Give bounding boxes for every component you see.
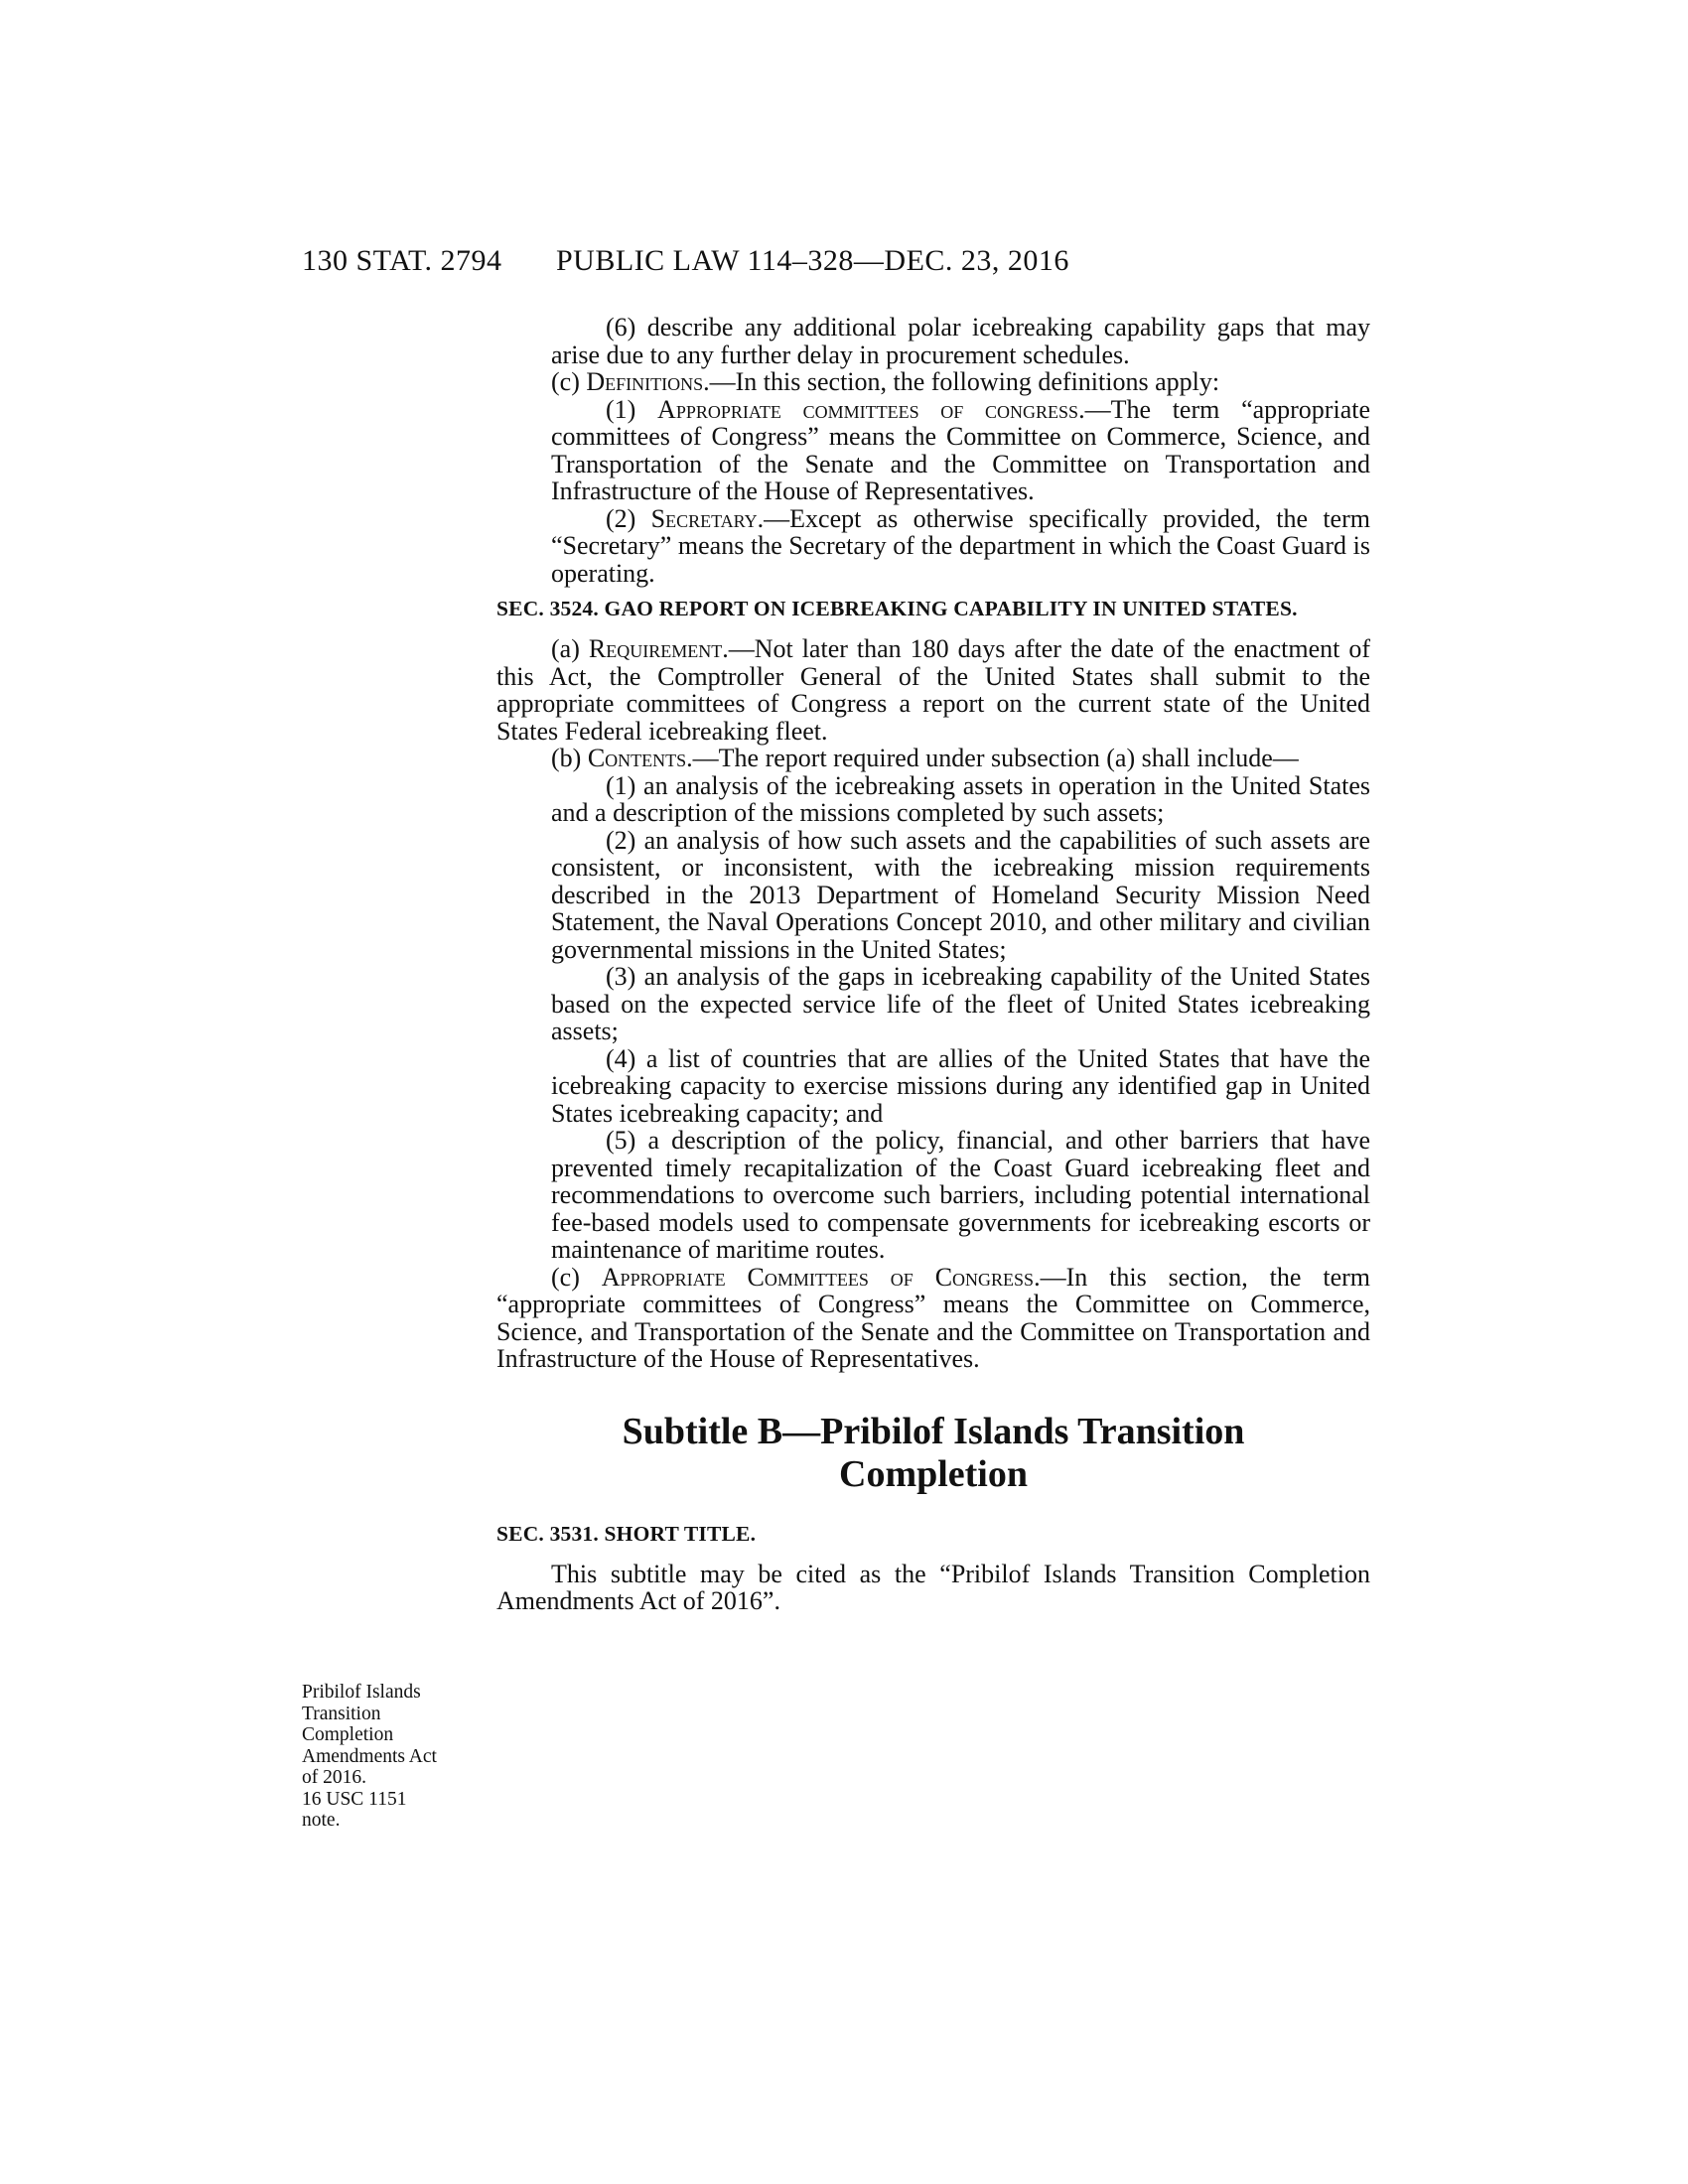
subtitle-line: Completion xyxy=(839,1452,1028,1495)
definition-text: The term “appropriate committees of Congress” means the Committee on Commerce, Science, and Transportation of the Senate and the Committee on Transportation and Infrastructure of the House of Representatives. xyxy=(551,394,1370,505)
main-text-column xyxy=(496,314,1370,1615)
section-3524-heading: SEC. 3524. GAO REPORT ON ICEBREAKING CAPABILITY IN UNITED STATES. xyxy=(496,597,1298,620)
definition-text: Except as otherwise specifically provided, the term “Secretary” means the Secretary of the department in which the Coast Guard is operating. xyxy=(551,503,1370,588)
contents-item-4: (4) a list of countries that are allies of the United States that have the icebreaking capacity to exercise missions during any identified gap in United States icebreaking capacity; and xyxy=(551,1043,1370,1128)
short-title-text: This subtitle may be cited as the “Pribilof Islands Transition Completion Amendments Act of 2016”. xyxy=(496,1559,1370,1615)
margin-note-line: note. xyxy=(302,1810,341,1831)
margin-note-line: of 2016. xyxy=(302,1767,366,1788)
subsection-heading: Appropriate Committees of Congress xyxy=(601,1262,1035,1292)
subsection-c-definitions: (c) Definitions.—In this section, the following definitions apply: xyxy=(551,367,1220,396)
contents-item-2: (2) an analysis of how such assets and the capabilities of such assets are consistent, or inconsistent, with the icebreaking mission requirements described in the 2013 Department of Homeland Security Mission Need Statement, the Naval Operations Concept 2010, and other military and civilian governmental missions in the United States; xyxy=(551,825,1370,964)
margin-note-line: Amendments Act xyxy=(302,1745,437,1767)
stat-page-reference: 130 STAT. 2794 xyxy=(302,244,502,277)
definition-secretary: (2) Secretary.—Except as otherwise specifically provided, the term “Secretary” means the Secretary of the department in which the Coast Guard is operating. xyxy=(551,503,1370,588)
margin-note-line: Completion xyxy=(302,1724,394,1745)
margin-note-line: Pribilof Islands xyxy=(302,1682,421,1703)
margin-note xyxy=(302,1682,471,1832)
subsection-c-appropriate-committees: (c) Appropriate Committees of Congress.—In this section, the term “appropriate committees of Congress” means the Committee on Commerce, Science, and Transportation of the Senate and the Committee on Transportation and Infrastructure of the House of Representatives. xyxy=(496,1262,1371,1373)
subsection-text: In this section, the term “appropriate committees of Congress” means the Committee on Commerce, Science, and Transportation of the Senate and the Committee on Transportation and Infrastructure of the House of Representatives. xyxy=(496,1262,1371,1373)
contents-item-5: (5) a description of the policy, financial, and other barriers that have prevented timely recapitalization of the Coast Guard icebreaking fleet and recommendations to overcome such barriers, including potential international fee-based models used to compensate governments for icebreaking escorts or maintenance of maritime routes. xyxy=(551,1126,1370,1264)
page-header xyxy=(0,244,1688,290)
subsection-text: Not later than 180 days after the date of the enactment of this Act, the Comptroller General of the United States shall submit to the appropriate committees of Congress a report on the current state of the United States Federal icebreaking fleet. xyxy=(496,634,1370,746)
margin-note-line: Transition xyxy=(302,1703,381,1724)
subsection-text: The report required under subsection (a) shall include— xyxy=(718,744,1299,772)
public-law-title: PUBLIC LAW 114–328—DEC. 23, 2016 xyxy=(556,244,1069,277)
subsection-text: In this section, the following definitions apply: xyxy=(735,367,1220,396)
contents-item-1: (1) an analysis of the icebreaking assets in operation in the United States and a description of the missions completed by such assets; xyxy=(551,770,1370,827)
subtitle-b-heading xyxy=(496,1411,1370,1496)
subsection-heading: Requirement xyxy=(588,634,723,663)
contents-item-3: (3) an analysis of the gaps in icebreaking capability of the United States based on the expected service life of the fleet of United States icebreaking assets; xyxy=(551,962,1370,1045)
paragraph-b6: (6) describe any additional polar icebreaking capability gaps that may arise due to any further delay in procurement schedules. xyxy=(551,313,1370,369)
subsection-heading: Contents xyxy=(587,744,687,772)
definition-appropriate-committees: (1) Appropriate committees of congress.—The term “appropriate committees of Congress” means the Committee on Commerce, Science, and Transportation of the Senate and the Committee on Transportation and Infrastructure of the House of Representatives. xyxy=(551,394,1370,505)
subtitle-line: Subtitle B—Pribilof Islands Transition xyxy=(622,1410,1245,1452)
section-3531-heading: SEC. 3531. SHORT TITLE. xyxy=(496,1521,757,1546)
definition-heading: Appropriate committees of congress xyxy=(657,394,1079,424)
margin-note-line: 16 USC 1151 xyxy=(302,1788,407,1810)
subsection-b-contents: (b) Contents.—The report required under subsection (a) shall include— xyxy=(551,744,1299,772)
definition-heading: Secretary xyxy=(650,503,758,533)
subsection-heading: Definitions xyxy=(586,367,704,396)
subsection-a-requirement: (a) Requirement.—Not later than 180 days after the date of the enactment of this Act, the Comptroller General of the United States shall submit to the appropriate committees of Congress a report on the current state of the United States Federal icebreaking fleet. xyxy=(496,634,1370,746)
